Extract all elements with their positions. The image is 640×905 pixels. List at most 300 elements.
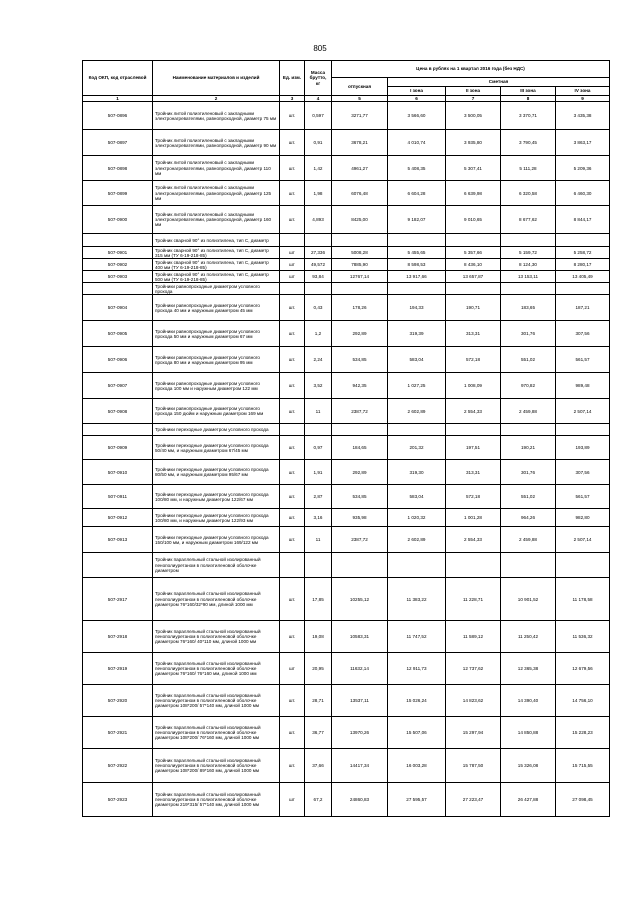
row-zone1-price: 319,30 xyxy=(388,460,446,485)
row-zone1-price xyxy=(388,424,446,436)
row-unit: шт. xyxy=(280,717,305,749)
row-release-price: 4961,27 xyxy=(332,156,388,181)
row-release-price: 11632,14 xyxy=(332,653,388,685)
row-unit: шт. xyxy=(280,206,305,234)
row-unit: шт. xyxy=(280,527,305,553)
row-zone1-price xyxy=(388,234,446,247)
row-mass xyxy=(305,424,332,436)
header-code: Код ОКП, код отраслевой xyxy=(83,61,153,96)
row-zone3-price: 551,02 xyxy=(501,485,556,509)
header-zone4: IV зона xyxy=(556,87,610,96)
header-name: Наименование материалов и изделий xyxy=(153,61,280,96)
row-release-price: 7885,90 xyxy=(332,259,388,271)
row-name: Тройник сварной 90° из полиэтилена, тип С, диаметр 315 мм (ТУ 6-19-218-85) xyxy=(153,247,280,259)
row-code: 507-2917 xyxy=(83,578,153,621)
row-name: Тройник литой полиэтиленовый с закладными электронагревателями, равнопроходной, диаметр 90 мм xyxy=(153,130,280,156)
row-mass: 11 xyxy=(305,527,332,553)
row-name: Тройники равнопроходные диаметром условного прохода 50 мм и наружным диаметром 67 мм xyxy=(153,321,280,347)
row-unit: шт. xyxy=(280,130,305,156)
row-zone3-price: 14 850,88 xyxy=(501,717,556,749)
header-price-group: Цена в рублях на 1 квартал 2016 года (без НДС) xyxy=(332,61,610,78)
row-code: 507-0898 xyxy=(83,156,153,181)
row-mass: 67,2 xyxy=(305,783,332,817)
row-zone4-price: 3 863,17 xyxy=(556,130,610,156)
row-mass: 3,16 xyxy=(305,509,332,527)
table-row xyxy=(83,206,610,234)
row-mass: 2,24 xyxy=(305,347,332,373)
row-release-price: 8425,00 xyxy=(332,206,388,234)
row-name: Тройник параллельный стальной изолированный пенополиуретаном в полиэтиленовой оболочке диаметром 108*200/ 89*160 мм, длиной 1000 мм xyxy=(153,749,280,783)
table-row xyxy=(83,749,610,783)
row-zone3-price: 8 124,30 xyxy=(501,259,556,271)
row-unit xyxy=(280,553,305,578)
row-code: 507-0901 xyxy=(83,247,153,259)
column-index: 3 xyxy=(280,96,305,102)
row-unit: шт. xyxy=(280,685,305,717)
row-code: 507-0899 xyxy=(83,181,153,206)
row-mass: 1,42 xyxy=(305,156,332,181)
row-unit: шт. xyxy=(280,509,305,527)
row-zone2-price: 2 554,33 xyxy=(446,527,501,553)
row-mass: 3,52 xyxy=(305,373,332,399)
row-code: 507-2922 xyxy=(83,749,153,783)
row-name: Тройник параллельный стальной изолированный пенополиуретаном в полиэтиленовой оболочке диаметром 219*315/ 57*140 мм, длиной 1000 мм xyxy=(153,783,280,817)
row-mass: 1,91 xyxy=(305,460,332,485)
table-row xyxy=(83,436,610,460)
row-unit xyxy=(280,234,305,247)
row-unit: шт. xyxy=(280,399,305,424)
row-zone3-price: 2 459,88 xyxy=(501,399,556,424)
row-zone2-price: 2 554,33 xyxy=(446,399,501,424)
row-zone2-price: 14 823,62 xyxy=(446,685,501,717)
row-zone1-price: 2 602,89 xyxy=(388,399,446,424)
row-zone1-price xyxy=(388,283,446,295)
row-zone2-price: 15 787,50 xyxy=(446,749,501,783)
row-zone3-price: 183,65 xyxy=(501,295,556,321)
row-zone3-price: 3 790,45 xyxy=(501,130,556,156)
row-zone2-price: 572,18 xyxy=(446,347,501,373)
row-code: 507-0904 xyxy=(83,295,153,321)
row-unit: шт xyxy=(280,653,305,685)
row-mass: 28,71 xyxy=(305,685,332,717)
row-release-price: 6076,48 xyxy=(332,181,388,206)
row-name: Тройник параллельный стальной изолированный пенополиуретаном в полиэтиленовой оболочке диаметром 76*160/ 40*110 мм, длиной 1000 мм xyxy=(153,621,280,653)
column-index: 2 xyxy=(153,96,280,102)
row-zone2-price: 5 307,41 xyxy=(446,156,501,181)
row-unit xyxy=(280,424,305,436)
row-zone2-price: 15 297,94 xyxy=(446,717,501,749)
row-release-price: 10583,31 xyxy=(332,621,388,653)
row-name: Тройник сварной 90° из полиэтилена, тип С, диаметр xyxy=(153,234,280,247)
header-zone1: I зона xyxy=(388,87,446,96)
row-zone1-price: 9 182,07 xyxy=(388,206,446,234)
column-index: 6 xyxy=(388,96,446,102)
row-zone4-price: 982,80 xyxy=(556,509,610,527)
row-zone2-price: 9 010,65 xyxy=(446,206,501,234)
row-zone4-price: 8 280,17 xyxy=(556,259,610,271)
row-zone2-price: 197,51 xyxy=(446,436,501,460)
row-code: 507-2919 xyxy=(83,653,153,685)
row-unit: шт xyxy=(280,783,305,817)
row-zone3-price: 2 459,88 xyxy=(501,527,556,553)
row-unit: шт. xyxy=(280,321,305,347)
row-zone2-price: 3 500,05 xyxy=(446,102,501,130)
price-table xyxy=(82,60,610,817)
row-unit: шт. xyxy=(280,460,305,485)
row-zone4-price: 561,57 xyxy=(556,485,610,509)
row-code: 507-0909 xyxy=(83,436,153,460)
header-release: отпускная xyxy=(332,78,388,96)
row-unit xyxy=(280,283,305,295)
row-zone2-price xyxy=(446,234,501,247)
row-name: Тройники переходные диаметром условного прохода 80/50 мм, и наружным диаметром 95/67 мм xyxy=(153,460,280,485)
row-mass: 17,85 xyxy=(305,578,332,621)
row-zone3-price: 551,02 xyxy=(501,347,556,373)
row-name: Тройники переходные диаметром условного прохода 100/80 мм, и наружным диаметром 122/67 мм xyxy=(153,485,280,509)
row-code: 507-0897 xyxy=(83,130,153,156)
row-zone1-price: 27 595,57 xyxy=(388,783,446,817)
row-name: Тройник параллельный стальной изолированный пенополиуретаном в полиэтиленовой оболочке диаметром 76*160/ 76*160 мм, длиной 1000 мм xyxy=(153,653,280,685)
row-zone3-price: 964,26 xyxy=(501,509,556,527)
row-zone1-price: 5 408,35 xyxy=(388,156,446,181)
row-zone3-price: 26 427,88 xyxy=(501,783,556,817)
row-unit: шт xyxy=(280,271,305,283)
row-unit: шт. xyxy=(280,749,305,783)
row-unit: шт xyxy=(280,247,305,259)
table-row xyxy=(83,259,610,271)
row-zone3-price: 11 250,42 xyxy=(501,621,556,653)
column-index: 5 xyxy=(332,96,388,102)
row-release-price: 178,26 xyxy=(332,295,388,321)
row-zone4-price: 14 756,10 xyxy=(556,685,610,717)
table-row xyxy=(83,283,610,295)
table-row xyxy=(83,373,610,399)
row-zone1-price: 15 026,24 xyxy=(388,685,446,717)
row-zone4-price: 27 098,45 xyxy=(556,783,610,817)
row-unit: шт. xyxy=(280,436,305,460)
row-name: Тройник параллельный стальной изолированный пенополиуретаном в полиэтиленовой оболочке диаметром 108*200/ 76*160 мм, длиной 1000 мм xyxy=(153,717,280,749)
row-zone1-price xyxy=(388,553,446,578)
row-name: Тройник литой полиэтиленовый с закладными электронагревателями, равнопроходной, диаметр 75 мм xyxy=(153,102,280,130)
row-zone3-price: 301,76 xyxy=(501,460,556,485)
row-zone3-price: 13 153,11 xyxy=(501,271,556,283)
row-zone4-price xyxy=(556,234,610,247)
row-code: 507-0907 xyxy=(83,373,153,399)
row-unit: шт. xyxy=(280,295,305,321)
row-mass: 0,97 xyxy=(305,436,332,460)
row-zone3-price: 8 677,62 xyxy=(501,206,556,234)
row-release-price: 935,98 xyxy=(332,509,388,527)
row-zone1-price: 1 020,32 xyxy=(388,509,446,527)
row-zone1-price: 1 027,25 xyxy=(388,373,446,399)
row-zone1-price: 2 602,89 xyxy=(388,527,446,553)
row-zone2-price xyxy=(446,553,501,578)
row-zone4-price: 6 460,30 xyxy=(556,181,610,206)
row-zone3-price: 970,82 xyxy=(501,373,556,399)
row-mass xyxy=(305,234,332,247)
row-zone1-price: 5 455,65 xyxy=(388,247,446,259)
row-zone2-price xyxy=(446,424,501,436)
row-code xyxy=(83,283,153,295)
row-code: 507-0911 xyxy=(83,485,153,509)
row-release-price: 13537,11 xyxy=(332,685,388,717)
row-mass: 93,84 xyxy=(305,271,332,283)
column-index: 9 xyxy=(556,96,610,102)
row-unit: шт. xyxy=(280,156,305,181)
row-code: 507-0903 xyxy=(83,271,153,283)
row-mass: 19,08 xyxy=(305,621,332,653)
row-zone4-price xyxy=(556,424,610,436)
row-mass: 4,893 xyxy=(305,206,332,234)
row-release-price: 3271,77 xyxy=(332,102,388,130)
row-name: Тройник литой полиэтиленовый с закладными электронагревателями, равнопроходной, диаметр 160 мм xyxy=(153,206,280,234)
row-name: Тройники равнопроходные диаметром условного прохода 80 мм и наружным диаметром 95 мм xyxy=(153,347,280,373)
row-mass: 27,336 xyxy=(305,247,332,259)
row-zone2-price: 5 357,66 xyxy=(446,247,501,259)
table-row xyxy=(83,347,610,373)
row-code xyxy=(83,553,153,578)
row-name: Тройник параллельный стальной изолированный пенополиуретаном в полиэтиленовой оболочке диаметром xyxy=(153,553,280,578)
header-zone2: II зона xyxy=(446,87,501,96)
row-release-price xyxy=(332,424,388,436)
column-index: 1 xyxy=(83,96,153,102)
row-mass: 0,597 xyxy=(305,102,332,130)
row-zone2-price: 190,71 xyxy=(446,295,501,321)
row-code: 507-0905 xyxy=(83,321,153,347)
table-row xyxy=(83,553,610,578)
row-zone2-price: 11 589,12 xyxy=(446,621,501,653)
table-row xyxy=(83,156,610,181)
row-zone2-price: 3 935,80 xyxy=(446,130,501,156)
row-zone1-price: 6 604,28 xyxy=(388,181,446,206)
page-number: 805 xyxy=(313,44,327,53)
column-index: 4 xyxy=(305,96,332,102)
row-release-price: 534,85 xyxy=(332,485,388,509)
row-zone4-price: 12 679,56 xyxy=(556,653,610,685)
row-unit: шт. xyxy=(280,102,305,130)
row-zone1-price: 13 917,66 xyxy=(388,271,446,283)
table-row xyxy=(83,295,610,321)
row-zone4-price: 187,21 xyxy=(556,295,610,321)
row-zone4-price: 8 844,17 xyxy=(556,206,610,234)
row-zone4-price: 989,48 xyxy=(556,373,610,399)
row-mass xyxy=(305,553,332,578)
row-mass: 1,98 xyxy=(305,181,332,206)
row-zone3-price: 12 365,38 xyxy=(501,653,556,685)
row-release-price: 3678,21 xyxy=(332,130,388,156)
row-release-price: 5008,28 xyxy=(332,247,388,259)
row-zone1-price: 3 566,60 xyxy=(388,102,446,130)
row-unit: шт. xyxy=(280,373,305,399)
row-code: 507-0908 xyxy=(83,399,153,424)
row-name: Тройники переходные диаметром условного прохода 100/80 мм, и наружным диаметром 122/93 мм xyxy=(153,509,280,527)
row-zone3-price: 301,76 xyxy=(501,321,556,347)
row-zone4-price: 15 715,55 xyxy=(556,749,610,783)
row-code xyxy=(83,424,153,436)
row-name: Тройники равнопроходные диаметром условного прохода xyxy=(153,283,280,295)
row-code: 507-0902 xyxy=(83,259,153,271)
table-row xyxy=(83,717,610,749)
row-zone4-price xyxy=(556,553,610,578)
row-release-price: 184,65 xyxy=(332,436,388,460)
row-release-price: 13970,26 xyxy=(332,717,388,749)
row-name: Тройники равнопроходные диаметром условного прохода 100 мм и наружным диаметром 122 мм xyxy=(153,373,280,399)
row-unit: шт. xyxy=(280,347,305,373)
header-unit: Ед. изм. xyxy=(280,61,305,96)
row-zone4-price: 193,89 xyxy=(556,436,610,460)
row-zone3-price xyxy=(501,234,556,247)
table-row xyxy=(83,181,610,206)
row-unit: шт. xyxy=(280,485,305,509)
row-zone4-price: 2 507,14 xyxy=(556,399,610,424)
row-zone2-price: 313,31 xyxy=(446,321,501,347)
row-zone4-price xyxy=(556,283,610,295)
row-code: 507-0900 xyxy=(83,206,153,234)
row-zone1-price: 8 598,53 xyxy=(388,259,446,271)
row-zone2-price: 11 228,71 xyxy=(446,578,501,621)
row-zone1-price: 194,33 xyxy=(388,295,446,321)
row-mass: 2,87 xyxy=(305,485,332,509)
table-row xyxy=(83,783,610,817)
row-zone1-price: 201,32 xyxy=(388,436,446,460)
row-mass xyxy=(305,283,332,295)
row-zone2-price: 572,18 xyxy=(446,485,501,509)
row-unit: шт. xyxy=(280,181,305,206)
row-release-price: 942,35 xyxy=(332,373,388,399)
table-row xyxy=(83,485,610,509)
table-row xyxy=(83,399,610,424)
row-zone3-price: 15 326,08 xyxy=(501,749,556,783)
row-name: Тройник литой полиэтиленовый с закладными электронагревателями, равнопроходной, диаметр 110 мм xyxy=(153,156,280,181)
table-row xyxy=(83,271,610,283)
table-row xyxy=(83,653,610,685)
row-zone1-price: 4 010,74 xyxy=(388,130,446,156)
row-mass: 0,43 xyxy=(305,295,332,321)
row-zone4-price: 11 536,32 xyxy=(556,621,610,653)
row-release-price xyxy=(332,553,388,578)
row-zone1-price: 583,04 xyxy=(388,485,446,509)
table-body xyxy=(83,102,610,817)
row-release-price: 292,89 xyxy=(332,321,388,347)
row-zone1-price: 583,04 xyxy=(388,347,446,373)
row-code: 507-0913 xyxy=(83,527,153,553)
row-zone4-price: 307,56 xyxy=(556,460,610,485)
row-zone2-price: 1 008,09 xyxy=(446,373,501,399)
row-zone3-price xyxy=(501,283,556,295)
row-release-price xyxy=(332,283,388,295)
row-zone1-price: 319,39 xyxy=(388,321,446,347)
row-name: Тройники переходные диаметром условного прохода xyxy=(153,424,280,436)
header-estimate: Сметная xyxy=(388,78,610,87)
row-name: Тройник сварной 90° из полиэтилена, тип С, диаметр 400 мм (ТУ 6-19-218-85) xyxy=(153,259,280,271)
row-zone3-price: 5 111,28 xyxy=(501,156,556,181)
row-zone4-price: 13 405,49 xyxy=(556,271,610,283)
row-zone3-price: 10 901,52 xyxy=(501,578,556,621)
row-zone1-price: 12 911,73 xyxy=(388,653,446,685)
table-row xyxy=(83,130,610,156)
row-mass: 36,77 xyxy=(305,717,332,749)
column-index: 8 xyxy=(501,96,556,102)
row-unit: шт. xyxy=(280,621,305,653)
row-code: 507-0910 xyxy=(83,460,153,485)
row-zone2-price: 313,31 xyxy=(446,460,501,485)
row-zone3-price: 5 159,72 xyxy=(501,247,556,259)
row-zone1-price: 11 383,22 xyxy=(388,578,446,621)
table-row xyxy=(83,460,610,485)
table-row xyxy=(83,527,610,553)
header-mass: Масса брутто, кг xyxy=(305,61,332,96)
row-release-price: 24860,83 xyxy=(332,783,388,817)
row-name: Тройник параллельный стальной изолированный пенополиуретаном в полиэтиленовой оболочке диаметром 76*160/32*90 мм, длиной 1000 мм xyxy=(153,578,280,621)
row-zone4-price: 2 507,14 xyxy=(556,527,610,553)
row-name: Тройник литой полиэтиленовый с закладными электронагревателями, равнопроходной, диаметр 125 мм xyxy=(153,181,280,206)
row-mass: 0,91 xyxy=(305,130,332,156)
row-code: 507-0896 xyxy=(83,102,153,130)
row-zone1-price: 16 003,28 xyxy=(388,749,446,783)
row-mass: 37,66 xyxy=(305,749,332,783)
row-name: Тройники равнопроходные диаметром условного прохода 150 дюйм и наружным диаметром 169 мм xyxy=(153,399,280,424)
table-row xyxy=(83,102,610,130)
row-unit: шт. xyxy=(280,578,305,621)
row-release-price: 10255,12 xyxy=(332,578,388,621)
row-zone4-price: 15 228,23 xyxy=(556,717,610,749)
row-zone2-price: 13 657,87 xyxy=(446,271,501,283)
row-zone3-price: 14 390,40 xyxy=(501,685,556,717)
row-name: Тройник параллельный стальной изолированный пенополиуретаном в полиэтиленовой оболочке диаметром 108*200/ 57*140 мм, длиной 1000 мм xyxy=(153,685,280,717)
row-zone2-price: 1 001,28 xyxy=(446,509,501,527)
row-name: Тройники переходные диаметром условного прохода 50/40 мм, и наружным диаметром 67/45 мм xyxy=(153,436,280,460)
table-row xyxy=(83,685,610,717)
row-mass: 20,95 xyxy=(305,653,332,685)
row-release-price: 12767,14 xyxy=(332,271,388,283)
table-row xyxy=(83,234,610,247)
row-zone2-price xyxy=(446,283,501,295)
row-code: 507-2923 xyxy=(83,783,153,817)
column-index: 7 xyxy=(446,96,501,102)
row-zone4-price: 561,57 xyxy=(556,347,610,373)
row-release-price: 292,89 xyxy=(332,460,388,485)
row-code: 507-0912 xyxy=(83,509,153,527)
row-zone4-price: 3 435,38 xyxy=(556,102,610,130)
row-zone3-price: 190,21 xyxy=(501,436,556,460)
row-code xyxy=(83,234,153,247)
table-row xyxy=(83,424,610,436)
row-zone2-price: 8 436,10 xyxy=(446,259,501,271)
table-row xyxy=(83,509,610,527)
row-zone2-price: 12 737,62 xyxy=(446,653,501,685)
row-release-price: 534,85 xyxy=(332,347,388,373)
row-zone1-price: 11 747,52 xyxy=(388,621,446,653)
row-zone3-price: 3 370,71 xyxy=(501,102,556,130)
row-code: 507-2921 xyxy=(83,717,153,749)
row-name: Тройник сварной 90° из полиэтилена, тип С, диаметр 500 мм (ТУ 6-19-218-85) xyxy=(153,271,280,283)
table-row xyxy=(83,321,610,347)
row-release-price: 2387,72 xyxy=(332,399,388,424)
row-name: Тройники переходные диаметром условного прохода 150/100 мм, и наружным диаметром 169/122 мм xyxy=(153,527,280,553)
row-zone2-price: 6 639,98 xyxy=(446,181,501,206)
row-unit: шт xyxy=(280,259,305,271)
row-code: 507-2918 xyxy=(83,621,153,653)
row-release-price: 2387,72 xyxy=(332,527,388,553)
row-zone3-price xyxy=(501,553,556,578)
row-zone2-price: 27 223,47 xyxy=(446,783,501,817)
row-release-price: 14417,34 xyxy=(332,749,388,783)
table-row xyxy=(83,247,610,259)
table-row xyxy=(83,578,610,621)
row-zone1-price: 15 507,06 xyxy=(388,717,446,749)
row-code: 507-2920 xyxy=(83,685,153,717)
row-zone4-price: 5 258,72 xyxy=(556,247,610,259)
